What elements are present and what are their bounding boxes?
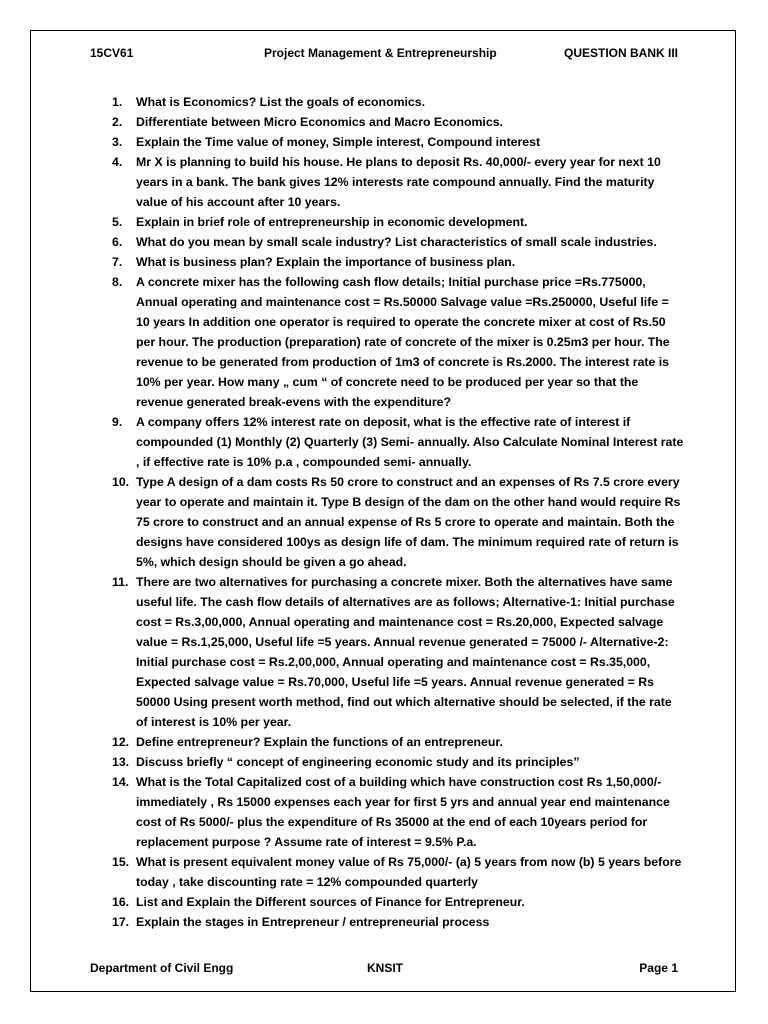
- question-item: [112, 232, 684, 252]
- question-number: 16.: [112, 895, 130, 909]
- subject-title: Project Management & Entrepreneurship: [264, 46, 497, 60]
- institute-name: KNSIT: [367, 961, 403, 975]
- question-text: What is present equivalent money value of Rs 75,000/- (a) 5 years from now (b) 5 years before today , take discounting rate = 12% compounded quarterly: [136, 855, 682, 889]
- question-item: [112, 752, 684, 772]
- question-number: 8.: [112, 275, 123, 289]
- page-number: Page 1: [639, 961, 678, 975]
- page-header: [90, 46, 678, 64]
- question-text: Explain the Time value of money, Simple interest, Compound interest: [136, 135, 541, 149]
- question-number: 4.: [112, 155, 123, 169]
- question-item: [112, 412, 684, 472]
- question-number: 5.: [112, 215, 123, 229]
- question-bank-label: QUESTION BANK III: [563, 46, 678, 60]
- question-number: 13.: [112, 755, 130, 769]
- question-number: 14.: [112, 775, 130, 789]
- question-number: 3.: [112, 135, 123, 149]
- question-text: Explain the stages in Entrepreneur / entrepreneurial process: [136, 915, 490, 929]
- question-item: [112, 472, 684, 572]
- question-number: 9.: [112, 415, 123, 429]
- question-item: [112, 912, 684, 932]
- question-text: A company offers 12% interest rate on deposit, what is the effective rate of interest if compounded (1) Monthly (2) Quarterly (3) Semi- annually. Also Calculate Nominal Interest rate , if effective rate is 10% p.a , compounded semi- annually.: [136, 415, 684, 469]
- question-text: Define entrepreneur? Explain the functions of an entrepreneur.: [136, 735, 503, 749]
- question-text: Differentiate between Micro Economics and Macro Economics.: [136, 115, 503, 129]
- question-item: [112, 272, 684, 412]
- course-code: 15CV61: [90, 46, 134, 60]
- question-item: [112, 92, 684, 112]
- question-number: 10.: [112, 475, 130, 489]
- question-item: [112, 772, 684, 852]
- question-item: [112, 212, 684, 232]
- question-text: List and Explain the Different sources of Finance for Entrepreneur.: [136, 895, 525, 909]
- question-number: 6.: [112, 235, 123, 249]
- question-item: [112, 892, 684, 912]
- question-number: 7.: [112, 255, 123, 269]
- department-name: Department of Civil Engg: [90, 961, 234, 975]
- question-text: Mr X is planning to build his house. He plans to deposit Rs. 40,000/- every year for next 10 years in a bank. The bank gives 12% interests rate compound annually. Find the maturity value of his account after 10 years.: [136, 155, 661, 209]
- question-text: Discuss briefly “ concept of engineering economic study and its principles”: [136, 755, 580, 769]
- question-item: [112, 152, 684, 212]
- question-number: 1.: [112, 95, 123, 109]
- page-footer: [90, 961, 678, 979]
- question-text: There are two alternatives for purchasing a concrete mixer. Both the alternatives have same useful life. The cash flow details of alternatives are as follows; Alternative-1: Initial purchase cost = Rs.3,00,000, Annual operating and maintenance cost = Rs.20,000, Expected salvage value = Rs.1,25,000, Useful life =5 years. Annual revenue generated = 75000 /- Alternative-2: Initial purchase cost = Rs.2,00,000, Annual operating and maintenance cost = Rs.35,000, Expected salvage value = Rs.70,000, Useful life =5 years. Annual revenue generated = Rs 50000 Using present worth method, find out which alternative should be selected, if the rate of interest is 10% per year.: [136, 575, 675, 729]
- question-number: 11.: [112, 575, 129, 589]
- question-text: What do you mean by small scale industry? List characteristics of small scale industries.: [136, 235, 657, 249]
- question-text: Type A design of a dam costs Rs 50 crore to construct and an expenses of Rs 7.5 crore every year to operate and maintain it. Type B design of the dam on the other hand would require Rs 75 crore to construct and an annual expense of Rs 5 crore to operate and maintain. Both the designs have considered 100ys as design life of dam. The minimum required rate of return is 5%, which design should be given a go ahead.: [136, 475, 681, 569]
- question-list: [112, 92, 684, 932]
- question-text: What is business plan? Explain the importance of business plan.: [136, 255, 516, 269]
- question-text: What is the Total Capitalized cost of a building which have construction cost Rs 1,50,000/- immediately , Rs 15000 expenses each year for first 5 yrs and annual year end maintenance cost of Rs 5000/- plus the expenditure of Rs 35000 at the end of each 10years period for replacement purpose ? Assume rate of interest = 9.5% P.a.: [136, 775, 670, 849]
- question-text: What is Economics? List the goals of economics.: [136, 95, 426, 109]
- question-number: 12.: [112, 735, 130, 749]
- question-item: [112, 852, 684, 892]
- question-item: [112, 252, 684, 272]
- question-text: A concrete mixer has the following cash flow details; Initial purchase price =Rs.775000, Annual operating and maintenance cost = Rs.50000 Salvage value =Rs.250000, Useful life = 10 years In addition one operator is required to operate the concrete mixer at cost of Rs.50 per hour. The production (preparation) rate of concrete of the mixer is 0.25m3 per hour. The revenue to be generated from production of 1m3 of concrete is Rs.2000. The interest rate is 10% per year. How many „ cum “ of concrete need to be produced per year so that the revenue generated break-evens with the expenditure?: [136, 275, 670, 409]
- question-item: [112, 732, 684, 752]
- question-item: [112, 572, 684, 732]
- question-item: [112, 112, 684, 132]
- question-text: Explain in brief role of entrepreneurship in economic development.: [136, 215, 528, 229]
- question-number: 2.: [112, 115, 123, 129]
- question-number: 17.: [112, 915, 130, 929]
- question-number: 15.: [112, 855, 130, 869]
- question-item: [112, 132, 684, 152]
